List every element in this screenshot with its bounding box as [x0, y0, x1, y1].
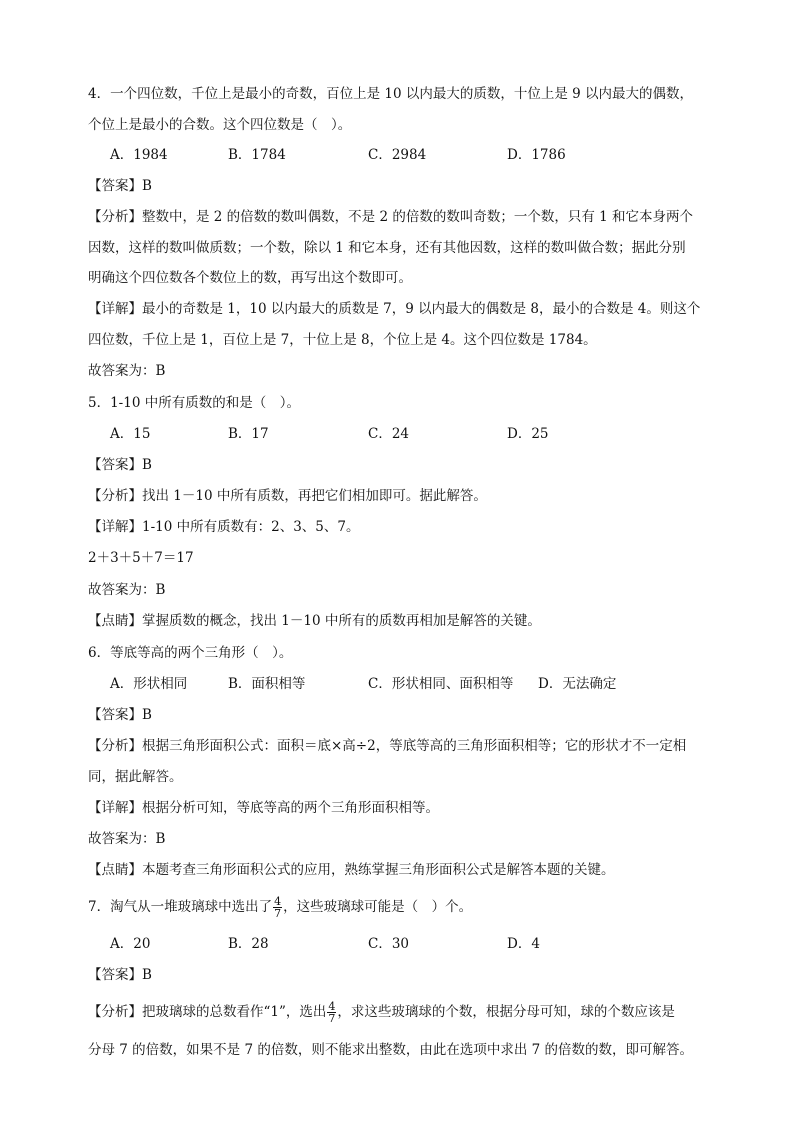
q7-analysis-fraction-numerator: 4 — [328, 1000, 336, 1013]
q7-fraction-denominator: 7 — [274, 907, 282, 920]
q7-analysis-line1 — [88, 1001, 675, 1024]
q7-stem-pre: 7．淘气从一堆玻璃球中选出了 — [88, 899, 273, 915]
q4-option-a: A．1984 — [110, 147, 168, 163]
q4-analysis-line2: 因数，这样的数叫做质数；一个数，除以 1 和它本身，还有其他因数，这样的数叫做合数；据此分别 — [88, 240, 686, 256]
q6-option-a: A．形状相同 — [110, 676, 188, 692]
q4-detail-line1: 【详解】最小的奇数是 1，10 以内最大的质数是 7，9 以内最大的偶数是 8，最小的合数是 4。则这个 — [88, 301, 701, 317]
q6-analysis-line2: 同，据此解答。 — [88, 769, 183, 785]
q5-option-d: D．25 — [507, 426, 549, 442]
q7-analysis-fraction-denominator: 7 — [328, 1012, 336, 1025]
q7-analysis-pre: 【分析】把玻璃球的总数看作“1”，选出 — [88, 1004, 327, 1020]
q6-tip: 【点睛】本题考查三角形面积公式的应用，熟练掌握三角形面积公式是解答本题的关键。 — [88, 862, 615, 878]
q7-option-a: A．20 — [110, 936, 151, 952]
q7-answer: 【答案】B — [88, 967, 152, 983]
q6-conclusion: 故答案为：B — [88, 831, 166, 847]
q5-option-c: C．24 — [368, 426, 410, 442]
q4-option-b: B．1784 — [228, 147, 286, 163]
q7-option-b: B．28 — [228, 936, 269, 952]
q7-fraction-numerator: 4 — [274, 895, 282, 908]
q6-option-b: B．面积相等 — [228, 676, 306, 692]
q7-analysis-line2: 分母 7 的倍数，如果不是 7 的倍数，则不能求出整数，由此在选项中求出 7 的倍数的数，即可解答。 — [88, 1042, 694, 1058]
q5-equation: 2＋3＋5＋7＝17 — [88, 550, 194, 566]
q4-analysis-line3: 明确这个四位数各个数位上的数，再写出这个数即可。 — [88, 270, 412, 286]
q6-answer: 【答案】B — [88, 707, 152, 723]
q4-stem-line1: 4．一个四位数，千位上是最小的奇数，百位上是 10 以内最大的质数，十位上是 9 以内最大的偶数， — [88, 86, 694, 102]
q4-conclusion: 故答案为：B — [88, 363, 166, 379]
q4-stem-line2: 个位上是最小的合数。这个四位数是（ ）。 — [88, 117, 352, 133]
q7-stem-post: ，这些玻璃球可能是（ ）个。 — [283, 899, 473, 915]
q4-option-d: D．1786 — [507, 147, 566, 163]
q5-answer: 【答案】B — [88, 457, 152, 473]
q6-analysis-line1: 【分析】根据三角形面积公式：面积＝底×高÷2，等底等高的三角形面积相等；它的形状才不一定相 — [88, 738, 687, 754]
q5-tip: 【点睛】掌握质数的概念，找出 1－10 中所有的质数再相加是解答的关键。 — [88, 613, 541, 629]
q4-option-c: C．2984 — [368, 147, 427, 163]
q7-stem — [88, 896, 472, 919]
q5-stem: 5．1-10 中所有质数的和是（ ）。 — [88, 395, 300, 411]
q6-option-d: D．无法确定 — [538, 676, 617, 692]
q5-detail: 【详解】1-10 中所有质数有：2、3、5、7。 — [88, 519, 360, 535]
q4-answer: 【答案】B — [88, 178, 152, 194]
q4-detail-line2: 四位数，千位上是 1，百位上是 7，十位上是 8，个位上是 4。这个四位数是 1784。 — [88, 332, 597, 348]
q6-option-c: C．形状相同、面积相等 — [368, 676, 514, 692]
q7-analysis-fraction — [327, 1001, 336, 1024]
q6-detail: 【详解】根据分析可知，等底等高的两个三角形面积相等。 — [88, 800, 439, 816]
q7-option-d: D．4 — [507, 936, 540, 952]
q5-analysis: 【分析】找出 1－10 中所有质数，再把它们相加即可。据此解答。 — [88, 488, 487, 504]
q4-analysis-line1: 【分析】整数中，是 2 的倍数的数叫偶数，不是 2 的倍数的数叫奇数；一个数，只有 1 和它本身两个 — [88, 209, 694, 225]
q5-option-b: B．17 — [228, 426, 269, 442]
q5-conclusion: 故答案为：B — [88, 582, 166, 598]
q5-option-a: A．15 — [110, 426, 151, 442]
q7-fraction — [273, 896, 282, 919]
q7-analysis-post: ，求这些玻璃球的个数，根据分母可知，球的个数应该是 — [337, 1004, 675, 1020]
q7-option-c: C．30 — [368, 936, 410, 952]
q6-stem: 6．等底等高的两个三角形（ ）。 — [88, 645, 293, 661]
